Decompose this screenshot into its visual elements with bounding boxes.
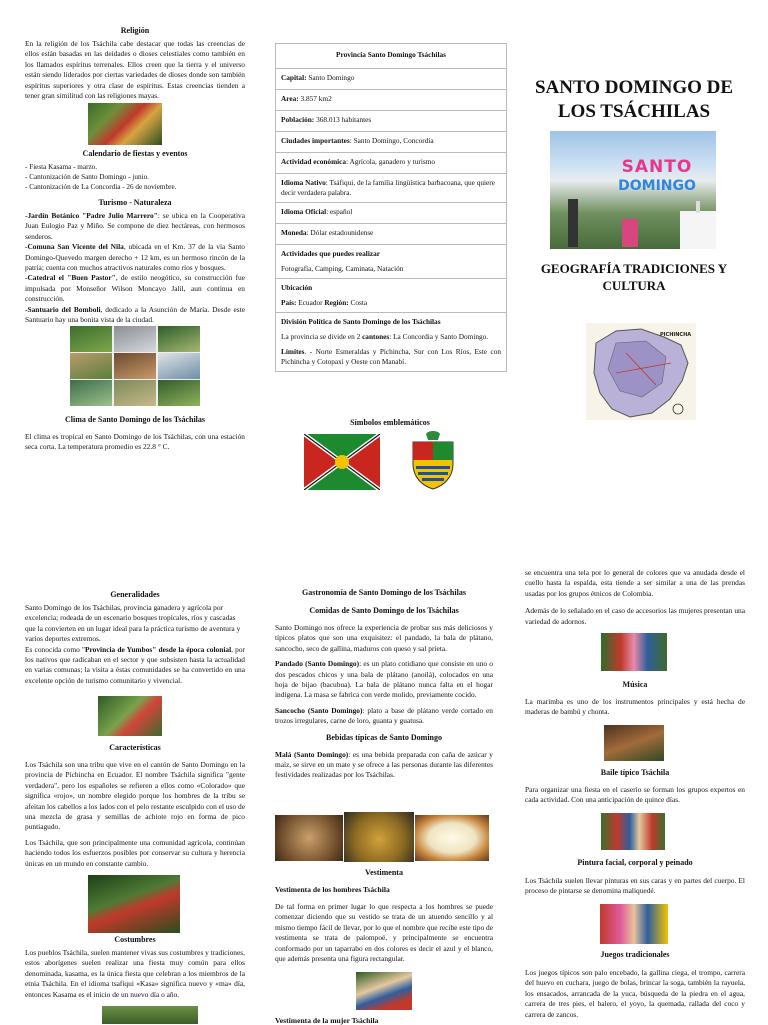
paint-title: Pintura facial, corporal y peinado <box>577 858 693 867</box>
calendar-item: - Cantonización de Santo Domingo - junio. <box>25 173 149 181</box>
characteristics-text: Los Tsáchila son una tribu que vive en el cantón de Santo Domingo en la provincia de Pichincha en Ecuador. El nombre Tsáchila significa "gente verdadera", pero los españoles se refieren a ellos como «Colorado» que significa «rojo», un nombre elegido porque los hombres de la tribu se afeitan los cabellos a los lados con el pelo restante esculpido con el uso de una mezcla de grasa y semillas de achiote rojo en forma de pico puntiagudo. <box>25 760 245 832</box>
cover-sign: SANTO DOMINGO <box>618 157 696 194</box>
table-row: Población: 368.013 habitantes <box>276 111 506 132</box>
table-row-location: Ubicación País: Ecuador Región: Costa <box>276 279 506 313</box>
cover-city-photo <box>550 131 716 249</box>
calendar-section <box>25 149 245 192</box>
music-text: La marimba es uno de los instrumentos principales y está hecha de maderas de bambú y chonta. <box>525 697 745 717</box>
games-title: Juegos tradicionales <box>600 950 670 959</box>
cover-title: SANTO DOMINGO DE LOS TSÁCHILAS <box>534 77 734 122</box>
mala-text: Malá (Santo Domingo): es una bebida preparada con caña de azúcar y maíz, se sirve en un mate y se ofrece a las personas durante las diferentes festividades realizadas por los Tsáchilas. <box>275 749 493 780</box>
tourism-section <box>25 198 245 325</box>
table-row: Ciudades importantes: Santo Domingo, Concordia <box>276 132 506 153</box>
women-clothing-text: se encuentra una tela por lo general de colores que va anudada desde el cuello hasta la espalda, esta tiende a ser similar a una de las prendas usadas por los grupos étnicos de Colombia. <box>525 568 745 598</box>
tourism-title: Turismo - Naturaleza <box>98 198 172 207</box>
gastronomy-section <box>275 588 493 786</box>
food-photo-2 <box>344 812 414 862</box>
women-clothing-title: Vestimenta de la mujer Tsáchila <box>275 1016 379 1025</box>
sancocho-text: Sancocho (Santo Domingo): plato a base de plátano verde cortado en trozos irregulares, carne de loro, guanta y guatusa. <box>275 705 493 726</box>
table-row: Capital: Santo Domingo <box>276 69 506 90</box>
customs-section <box>25 935 245 1005</box>
general-section <box>25 590 245 691</box>
cover-subtitle: GEOGRAFÍA TRADICIONES Y CULTURA <box>540 261 728 293</box>
province-map <box>586 323 696 420</box>
characteristics-title: Características <box>109 743 161 752</box>
symbols-title: Símbolos emblemáticos <box>350 418 430 427</box>
tourism-item: -Comuna San Vicente del Nila, ubicada en el Km. 37 de la vía Santo Domingo-Quevedo margen derecho + 12 km, es un hermoso rincón de la patria; cuenta con muchos atractivos naturales como ríos y bosques. <box>25 242 245 273</box>
drinks-title: Bebidas típicas de Santo Domingo <box>325 732 443 742</box>
tourism-item: -Jardín Botánico "Padre Julio Marrero": se ubica en la Cooperativa Juan Eulogio Paz y Miño. Se compone de diez hectáreas, con hermosos senderos. <box>25 211 246 241</box>
pandado-text: Pandado (Santo Domingo): es un plato cotidiano que consiste en uno o dos pescados chicos y una bala de plátano (anoilá), colocados en una hoja de bijao (bacubua). La bala de plátano nunca falta en el hogar indígena. La masa se fabrica con verde molido, previamente cocido. <box>275 659 493 700</box>
table-title: Provincia Santo Domingo Tsáchilas <box>276 44 506 69</box>
characteristics-photo <box>88 875 180 933</box>
clothing-title: Vestimenta <box>365 868 403 877</box>
climate-text: El clima es tropical en Santo Domingo de los Tsáchilas, con una estación seca corta. La temperatura promedio es 22.8 ° C. <box>25 432 245 452</box>
table-row-activities: Actividades que puedes realizar Fotografía, Camping, Caminata, Natación <box>276 245 506 279</box>
paint-text: Los Tsáchila suelen llevar pinturas en sus caras y en partes del cuerpo. El proceso de pintarse se denomina maliquedé. <box>525 876 745 896</box>
religion-ritual-photo <box>88 103 162 145</box>
col3-section <box>525 568 745 632</box>
paint-photo <box>600 904 668 944</box>
table-row: Actividad económica: Agrícola, ganadero y turismo <box>276 153 506 174</box>
characteristics-text-2: Los Tsáchila, que son principalmente una comunidad agrícola, continúan haciendo todos los esfuerzos posibles por conservar su cultura y herencia únicas en un mundo en constante cambio. <box>25 837 245 868</box>
food-photo-1 <box>275 815 343 861</box>
table-row: Idioma Nativo: Tsáfiqui, de la familia lingüística barbacoana, que quiere decir verdadera palabra. <box>276 174 506 203</box>
dance-title: Baile típico Tsáchila <box>600 768 670 777</box>
province-info-table <box>275 43 507 372</box>
foods-title: Comidas de Santo Domingo de los Tsáchilas <box>309 606 459 615</box>
climate-title: Clima de Santo Domingo de los Tsáchilas <box>64 415 206 424</box>
music-photo <box>604 725 664 761</box>
table-row: Area: 3.857 km2 <box>276 90 506 111</box>
foods-intro: Santo Domingo nos ofrece la experiencia de probar sus más deliciosos y típicos platos que son una exquisitez: el pandado, la bala de plátano, sancocho, seco de gallina, maduros con queso y sal prieta. <box>275 623 493 653</box>
province-shield <box>410 430 456 490</box>
tourism-collage <box>70 326 200 406</box>
customs-text: Los pueblos Tsáchila, suelen mantener vivas sus costumbres y tradiciones, estos aborígenes suelen realizar una fiesta muy común para ellos denominada, kasama, es la única fiesta que celebran a los miembros de la etnia Tsáchila. En el idioma tsafiqui «Kasa» significa nuevo y «ma» día, entonces Kasama es el inicio de un nuevo día o año. <box>25 948 245 999</box>
dance-photo <box>601 813 665 850</box>
religion-section <box>25 26 245 106</box>
food-photo-3 <box>415 815 489 861</box>
accessories-photo <box>601 633 667 671</box>
calendar-item: - Fiesta Kasama - marzo. <box>25 163 98 171</box>
calendar-title: Calendario de fiestas y eventos <box>82 149 188 158</box>
general-photo <box>98 696 162 736</box>
customs-photo <box>102 1006 198 1024</box>
tourism-item: -Catedral el "Buen Pastor", de estilo neogótico, su construcción fue impulsada por Monseñor Wilson Moncayo Jalil, aun continua en construcción. <box>25 273 245 304</box>
general-title: Generalidades <box>110 590 160 599</box>
gastronomy-title: Gastronomía de Santo Domingo de los Tsáchilas <box>302 588 466 597</box>
map-label: PICHINCHA <box>660 332 692 338</box>
religion-text: En la religión de los Tsáchila cabe destacar que todas las creencias de ellos están basadas en las deidades o dioses celestiales como también en los llamados espíritus terrenales. Ellos creen que la tierra y el universo están siendo liderados por ciertas variedades de dioses donde son también espíritus superiores y otra clase de espíritus. Estas creencias tienden a tener gran similitud con las religiones mayas. <box>25 39 245 101</box>
table-row: Moneda: Dólar estadounidense <box>276 224 506 245</box>
tourism-item: -Santuario del Bomboli, dedicado a la Asunción de María. Desde este Santuario hay una bonita vista de la ciudad. <box>25 304 245 325</box>
calendar-item: - Cantonización de La Concordia - 26 de noviembre. <box>25 183 177 191</box>
general-text-2: Es conocida como "Provincia de Yumbos" desde la época colonial, por los nativos que radicaban en el sector y que subsisten hasta la actualidad en varias comunas; la visita a éstas comunidades se ha convertido en una excelente opción de turismo comunitario y vivencial. <box>25 644 245 685</box>
men-clothing-title: Vestimenta de los hombres Tsáchila <box>275 885 390 894</box>
climate-section <box>25 415 245 458</box>
games-text: Los juegos típicos son palo encebado, la gallina ciega, el trompo, carrera del huevo en cuchara, juego de bolas, brincar la soga, también la rayuela, los ensacados, arrancada de la yuca, búsqueda de la piedra en el agua, carrera de tres pies, el balero, el yoyo, la quemada, rallada del coco y carrera de zancos. <box>525 968 745 1019</box>
province-flag <box>304 434 380 490</box>
characteristics-section <box>25 743 245 874</box>
table-row: Idioma Oficial: español <box>276 203 506 224</box>
accessories-text: Además de lo señalado en el caso de accesorios las mujeres presentan una variedad de adornos. <box>525 606 745 626</box>
clothing-photo <box>356 972 412 1010</box>
customs-title: Costumbres <box>114 935 156 944</box>
general-text: Santo Domingo de los Tsáchilas, provincia ganadera y agrícola por excelencia; rodeada de un escenario bosques tropicales, ríos y cascadas que la convierten en un lugar ideal para la práctica turismo de aventura y varios deportes extremos. <box>25 603 241 644</box>
music-title: Música <box>622 680 648 689</box>
religion-title: Religión <box>120 26 150 35</box>
clothing-section <box>275 868 493 969</box>
men-clothing-text: De tal forma en primer lugar lo que respecta a los hombres se puede comenzar diciendo que su vestido se trata de un atuendo sencillo y al mismo tiempo fácil de llevar, por lo que el nombre que recibe este tipo de vestimenta se trata de palompoé, y principalmente se encuentra conformado por un taparrabo en dos colores es decir el azul y el blanco, que además presenta una figura rectangular. <box>275 902 493 964</box>
dance-text: Para organizar una fiesta en el caserío se forman los grupos expertos en cada actividad. Con una anticipación de quince días. <box>525 785 745 805</box>
table-row-division: División Política de Santo Domingo de los Tsáchilas La provincia se divide en 2 cantones: La Concordia y Santo Domingo. Límites. - Norte Esmeraldas y Pichincha, Sur con Los Ríos, Este con Pichincha y Cotopaxi y Oeste con Manabí. <box>281 317 501 366</box>
